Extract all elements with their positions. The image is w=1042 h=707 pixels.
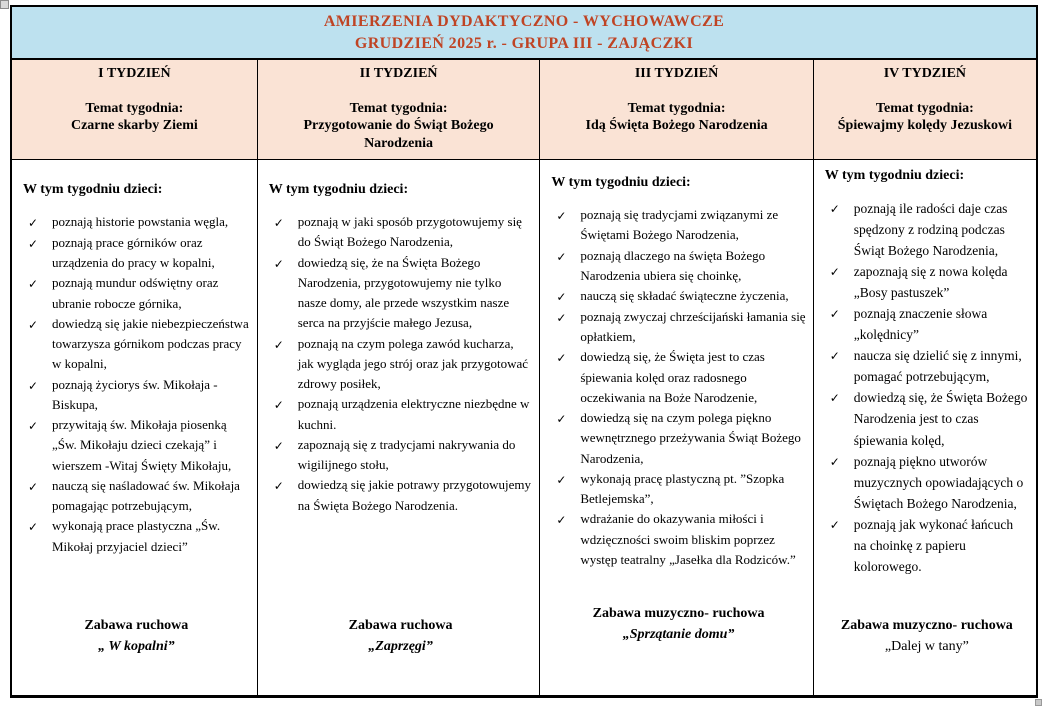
checklist-item-text: poznają prace górników oraz urządzenia do pracy w kopalni, — [52, 234, 215, 270]
week-3-label: III TYDZIEŃ — [634, 66, 719, 81]
checklist-item-text: poznają piękno utworów muzycznych opowiadających o Świętach Bożego Narodzenia, — [853, 453, 1024, 511]
checklist-item — [23, 233, 250, 274]
check-icon: ✓ — [273, 256, 284, 271]
checklist-item-text: poznają urządzenia elektryczne niezbędne w kuchni. — [297, 396, 530, 432]
checklist-item-text: poznają w jaki sposób przygotowujemy się do Świąt Bożego Narodzenia, — [297, 214, 522, 250]
check-icon: ✓ — [556, 472, 567, 487]
checklist-item — [551, 286, 805, 307]
check-icon: ✓ — [28, 277, 39, 292]
checklist-item — [23, 212, 250, 233]
week-2-activity-name: „Zaprzęgi” — [368, 639, 433, 654]
check-icon: ✓ — [556, 351, 567, 366]
week-2-activity — [269, 618, 533, 655]
checklist-item-text: wdrażanie do okazywania miłości i wdzięczności swoim bliskim poprzez występ teatralny „Jasełka dla Rodziców.” — [580, 511, 796, 567]
checklist-item-text: dowiedzą się na czym polega piękno wewnętrznego przeżywania Świąt Bożego Narodzenia, — [580, 410, 801, 466]
week-1-activity-name: „ W kopalni” — [98, 639, 175, 654]
checklist-item — [825, 261, 1029, 303]
checklist-item-text: dowiedzą się, że Święta Bożego Narodzenia jest to czas śpiewania kolęd, — [853, 390, 1028, 448]
document-title — [12, 7, 1036, 60]
monthly-plan-table — [10, 5, 1038, 698]
checklist-item-text: poznają mundur odświętny oraz ubranie robocze górnika, — [52, 275, 219, 311]
week-2-topic: Przygotowanie do Świąt Bożego Narodzenia — [303, 118, 494, 152]
checklist-item-text: dowiedzą się, że Święta jest to czas śpiewania kolęd oraz radosnego oczekiwania na Boże Narodzenie, — [580, 349, 765, 405]
checklist-item-text: wykonają pracę plastyczną pt. ”Szopka Betlejemska”, — [580, 470, 785, 507]
checklist-item-text: poznają zwyczaj chrześcijański łamania się opłatkiem, — [580, 308, 806, 345]
checklist-item — [825, 303, 1029, 345]
week-4-body — [814, 160, 1036, 695]
check-icon: ✓ — [829, 391, 840, 406]
checklist-item — [551, 307, 805, 348]
week-4-topic-label: Temat tygodnia: — [875, 101, 974, 116]
checklist-item-text: poznają jak wykonać łańcuch na choinkę z papieru kolorowego. — [853, 516, 1014, 574]
check-icon: ✓ — [28, 317, 39, 332]
week-3-topic-label: Temat tygodnia: — [627, 101, 726, 116]
checklist-item — [23, 314, 250, 375]
week-2-topic-label: Temat tygodnia: — [349, 101, 448, 116]
checklist-item-text: dowiedzą się jakie potrawy przygotowujemy na Święta Bożego Narodzenia. — [297, 477, 531, 513]
week-2-checklist — [269, 212, 533, 516]
checklist-item — [551, 408, 805, 469]
week-4-activity — [825, 618, 1029, 655]
week-2-activity-label: Zabawa ruchowa — [348, 618, 453, 633]
week-1-label: I TYDZIEŃ — [98, 66, 171, 81]
checklist-item-text: poznają dlaczego na święta Bożego Narodzenia ubiera się choinkę, — [580, 247, 766, 283]
title-line-2: GRUDZIEŃ 2025 r. - GRUPA III - ZAJĄCZKI — [354, 34, 694, 52]
checklist-item-text: nauczą się składać świąteczne życzenia, — [580, 288, 789, 304]
week-4-header — [814, 60, 1036, 160]
week-1-intro: W tym tygodniu dzieci: — [23, 182, 163, 197]
checklist-item-text: poznają się tradycjami związanymi ze Świętami Bożego Narodzenia, — [580, 207, 779, 243]
check-icon: ✓ — [273, 398, 284, 413]
week-3-topic: Idą Święta Bożego Narodzenia — [585, 118, 768, 133]
checklist-item — [269, 334, 533, 395]
checklist-item-text: wykonają prace plastyczna „Św. Mikołaj przyjaciel dzieci” — [52, 518, 221, 554]
week-3-header — [540, 60, 812, 160]
check-icon: ✓ — [556, 310, 567, 325]
checklist-item-text: poznają na czym polega zawód kucharza, jak wygląda jego strój oraz jak przygotować zdrowy posiłek, — [297, 335, 529, 392]
checklist-item — [23, 415, 250, 476]
checklist-item — [23, 516, 250, 557]
check-icon: ✓ — [28, 479, 39, 494]
week-4-label: IV TYDZIEŃ — [883, 66, 967, 81]
check-icon: ✓ — [273, 216, 284, 230]
week-3-activity — [551, 606, 805, 643]
checklist-item-text: poznają historie powstania węgla, — [52, 214, 229, 229]
week-4-activity-name: „Dalej w tany” — [884, 639, 969, 654]
check-icon: ✓ — [273, 337, 284, 352]
check-icon: ✓ — [556, 513, 567, 528]
week-1-body — [12, 160, 257, 695]
week-4-topic: Śpiewajmy kolędy Jezuskowi — [837, 118, 1012, 133]
week-2-intro: W tym tygodniu dzieci: — [268, 182, 409, 197]
week-column-4 — [814, 60, 1036, 695]
week-3-intro: W tym tygodniu dzieci: — [551, 175, 691, 190]
checklist-item-text: zapoznają się z tradycjami nakrywania do wigilijnego stołu, — [297, 436, 516, 473]
check-icon: ✓ — [556, 412, 567, 427]
table-resize-handle-icon[interactable] — [1035, 699, 1042, 706]
checklist-item-text: naucza się dzielić się z innymi, pomagać potrzebującym, — [853, 348, 1022, 385]
week-2-header — [258, 60, 540, 160]
checklist-item — [825, 387, 1029, 450]
title-line-1: AMIERZENIA DYDAKTYCZNO - WYCHOWAWCZE — [323, 12, 725, 30]
check-icon: ✓ — [273, 438, 284, 453]
week-1-checklist — [23, 212, 250, 557]
checklist-item — [269, 394, 533, 435]
week-3-activity-label: Zabawa muzyczno- ruchowa — [592, 606, 765, 621]
week-4-activity-label: Zabawa muzyczno- ruchowa — [840, 618, 1013, 633]
week-column-1 — [12, 60, 258, 695]
checklist-item-text: zapoznają się z nowa kolęda „Bosy pastuszek” — [853, 264, 1008, 301]
check-icon: ✓ — [829, 307, 840, 322]
checklist-item — [551, 246, 805, 287]
checklist-item-text: poznają znaczenie słowa „kolędnicy” — [853, 306, 988, 343]
week-1-activity-label: Zabawa ruchowa — [84, 618, 189, 633]
week-4-intro: W tym tygodniu dzieci: — [824, 168, 965, 183]
checklist-item — [825, 198, 1029, 261]
check-icon: ✓ — [28, 378, 39, 393]
checklist-item — [825, 451, 1029, 514]
week-column-2 — [258, 60, 541, 695]
checklist-item — [269, 212, 533, 253]
check-icon: ✓ — [829, 517, 840, 532]
check-icon: ✓ — [829, 349, 840, 364]
checklist-item — [825, 514, 1029, 577]
check-icon: ✓ — [273, 479, 284, 494]
week-1-topic-label: Temat tygodnia: — [85, 101, 184, 116]
checklist-item-text: dowiedzą się jakie niebezpieczeństwa towarzysza górnikom podczas pracy w kopalni, — [52, 315, 249, 372]
checklist-item — [23, 273, 250, 314]
checklist-item — [551, 469, 805, 510]
check-icon: ✓ — [556, 209, 567, 223]
week-2-label: II TYDZIEŃ — [359, 66, 438, 81]
week-1-topic: Czarne skarby Ziemi — [70, 118, 198, 133]
checklist-item-text: przywitają św. Mikołaja piosenką „Św. Mikołaju dzieci czekają” i wierszem -Witaj Święty Mikołaju, — [52, 417, 232, 473]
week-2-body — [258, 160, 540, 695]
week-columns — [12, 60, 1036, 695]
week-4-checklist — [825, 198, 1029, 577]
checklist-item — [551, 347, 805, 408]
check-icon: ✓ — [28, 216, 39, 230]
checklist-item-text: dowiedzą się, że na Święta Bożego Narodzenia, przygotowujemy nie tylko nasze domy, ale przede wszystkim nasze serca na przyjście małego Jezusa, — [297, 254, 510, 331]
check-icon: ✓ — [28, 236, 39, 251]
checklist-item — [23, 375, 250, 416]
checklist-item-text: poznają życiorys św. Mikołaja - Biskupa, — [52, 376, 218, 412]
check-icon: ✓ — [28, 520, 39, 535]
checklist-item — [23, 476, 250, 517]
week-1-activity — [23, 618, 250, 655]
week-3-activity-name: „Sprzątanie domu” — [622, 627, 735, 642]
table-move-handle-icon[interactable] — [0, 0, 9, 9]
checklist-item — [269, 253, 533, 334]
checklist-item-text: poznają ile radości daje czas spędzony z rodziną podczas Świąt Bożego Narodzenia, — [853, 201, 1008, 259]
checklist-item — [551, 509, 805, 570]
checklist-item — [269, 475, 533, 516]
check-icon: ✓ — [556, 290, 567, 305]
checklist-item — [551, 205, 805, 246]
check-icon: ✓ — [556, 249, 567, 264]
checklist-item — [269, 435, 533, 476]
checklist-item — [825, 345, 1029, 387]
week-3-body — [540, 160, 812, 695]
week-column-3 — [540, 60, 813, 695]
check-icon: ✓ — [829, 454, 840, 469]
checklist-item-text: nauczą się naśladować św. Mikołaja pomagając potrzebującym, — [52, 477, 240, 514]
week-1-header — [12, 60, 257, 160]
check-icon: ✓ — [28, 419, 39, 434]
week-3-checklist — [551, 205, 805, 570]
check-icon: ✓ — [829, 202, 840, 216]
check-icon: ✓ — [829, 265, 840, 280]
